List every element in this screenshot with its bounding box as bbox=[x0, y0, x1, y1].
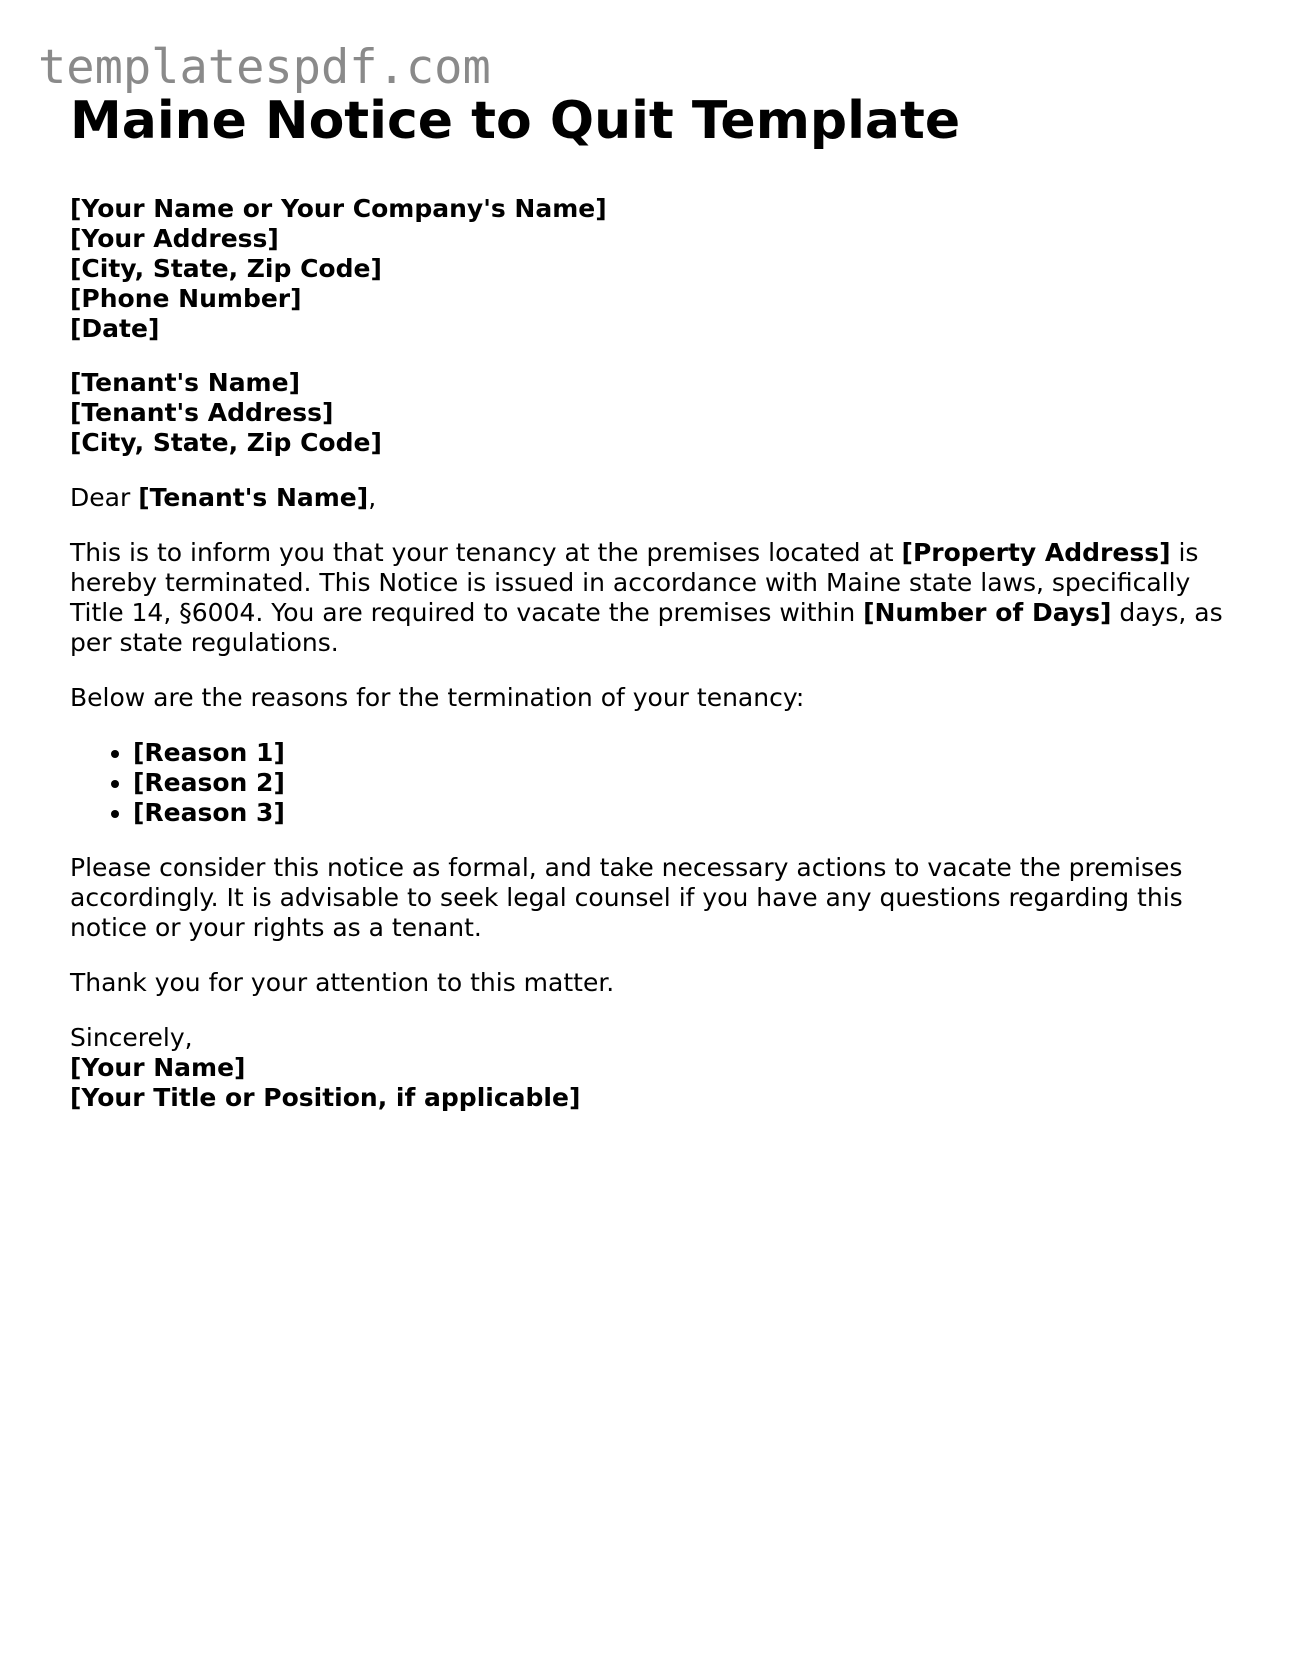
document-page bbox=[70, 86, 1230, 1113]
closing-block bbox=[70, 1023, 1230, 1113]
intro-text-1: This is to inform you that your tenancy at the premises located at bbox=[70, 538, 902, 567]
recipient-block bbox=[70, 368, 1230, 458]
greeting-prefix: Dear bbox=[70, 483, 139, 512]
greeting-tenant-name: [Tenant's Name] bbox=[138, 483, 369, 512]
list-item: • [Reason 3] bbox=[133, 798, 1230, 828]
number-of-days-placeholder: [Number of Days] bbox=[863, 598, 1112, 627]
sender-name: [Your Name or Your Company's Name] bbox=[70, 194, 607, 223]
sender-city-state-zip: [City, State, Zip Code] bbox=[70, 254, 382, 283]
property-address-placeholder: [Property Address] bbox=[901, 538, 1171, 567]
recipient-name: [Tenant's Name] bbox=[70, 368, 300, 397]
thanks-paragraph: Thank you for your attention to this matter. bbox=[70, 968, 615, 997]
sender-date: [Date] bbox=[70, 314, 160, 343]
sender-phone: [Phone Number] bbox=[70, 284, 302, 313]
closing-title: [Your Title or Position, if applicable] bbox=[70, 1083, 581, 1112]
intro-text-3: days, as per state regulations. bbox=[70, 598, 1223, 657]
closing-salutation: Sincerely, bbox=[70, 1023, 193, 1052]
reasons-intro: Below are the reasons for the termination of your tenancy: bbox=[70, 683, 805, 712]
recipient-city-state-zip: [City, State, Zip Code] bbox=[70, 428, 382, 457]
closing-name: [Your Name] bbox=[70, 1053, 246, 1082]
document-title: Maine Notice to Quit Template bbox=[70, 91, 961, 151]
sender-address: [Your Address] bbox=[70, 224, 279, 253]
greeting bbox=[70, 483, 1230, 513]
watermark: templatespdf.com bbox=[38, 40, 491, 95]
reasons-list bbox=[70, 738, 1230, 828]
intro-paragraph bbox=[70, 538, 1230, 658]
intro-text-2: is hereby terminated. This Notice is issued in accordance with Maine state laws, specifically Title 14, §6004. You are required to vacate the premises within bbox=[70, 538, 1199, 627]
sender-block bbox=[70, 194, 1230, 344]
greeting-suffix: , bbox=[368, 483, 377, 512]
recipient-address: [Tenant's Address] bbox=[70, 398, 334, 427]
list-item: • [Reason 2] bbox=[133, 768, 1230, 798]
list-item: • [Reason 1] bbox=[133, 738, 1230, 768]
advice-paragraph: Please consider this notice as formal, and take necessary actions to vacate the premises accordingly. It is advisable to seek legal counsel if you have any questions regarding this notice or your rights as a tenant. bbox=[70, 853, 1183, 942]
